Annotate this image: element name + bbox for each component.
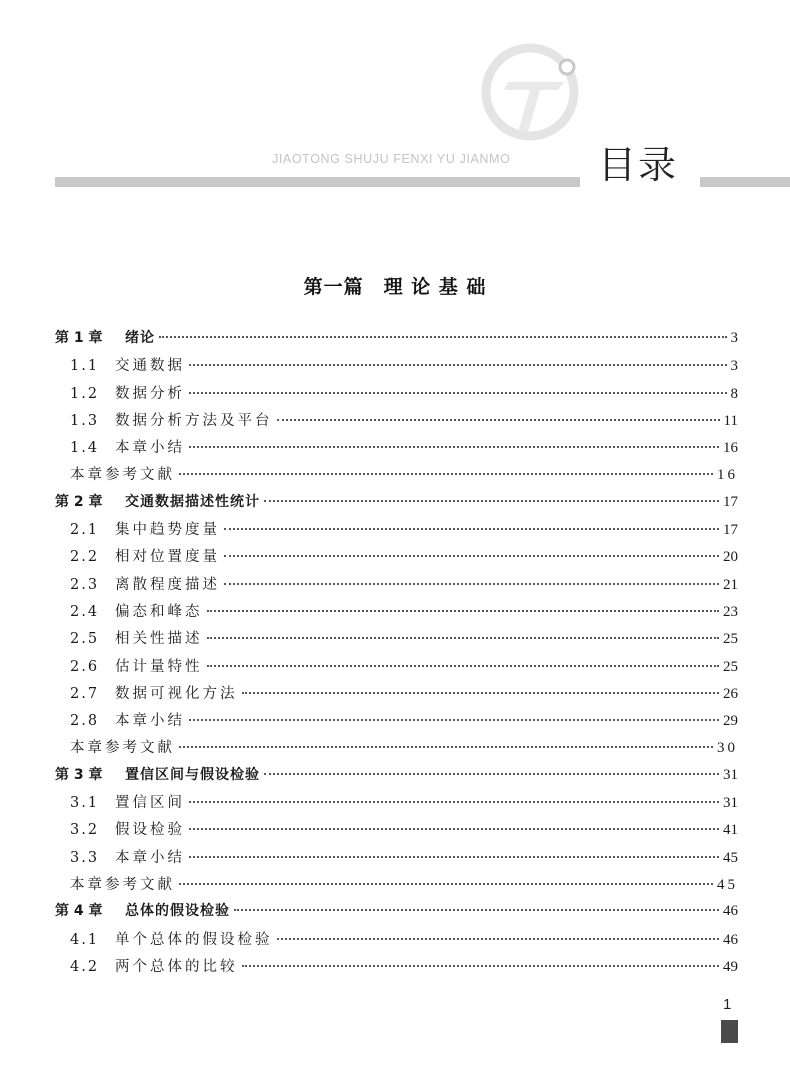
toc-section-entry[interactable] (55, 436, 738, 463)
toc-entry-title: 集中趋势度量 (115, 522, 220, 539)
toc-entry-number: 2.5 (70, 631, 100, 648)
toc-entry-page: 45 (717, 876, 738, 893)
toc-section-entry[interactable] (55, 627, 738, 654)
toc-references-entry[interactable] (55, 736, 738, 763)
dot-leader (179, 882, 713, 885)
toc-entry-title: 离散程度描述 (115, 576, 220, 593)
toc-entry-page: 46 (723, 931, 738, 948)
toc-section-entry[interactable] (55, 545, 738, 572)
dot-leader (224, 554, 719, 557)
toc-entry-page: 49 (723, 958, 738, 975)
page-marker-block (721, 1020, 738, 1043)
toc-entry-number: 2.2 (70, 549, 100, 566)
toc-entry-number: 3.2 (70, 822, 100, 839)
dot-leader (264, 772, 719, 775)
toc-chapter-entry[interactable] (55, 327, 738, 354)
toc-entry-page: 3 (730, 330, 738, 346)
toc-entry-page: 41 (723, 822, 738, 839)
dot-leader (189, 391, 727, 394)
toc-section-entry[interactable] (55, 791, 738, 818)
toc-section-entry[interactable] (55, 600, 738, 627)
dot-leader (234, 908, 719, 911)
part-title: 第一篇 理 论 基 础 (303, 276, 487, 298)
toc-section-entry[interactable] (55, 409, 738, 436)
toc-entry-page: 45 (723, 849, 738, 866)
toc-entry-title: 交通数据 (115, 358, 185, 375)
toc-entry-title: 置信区间 (115, 795, 185, 812)
toc-entry-number: 2.1 (70, 522, 100, 539)
toc-entry-title: 两个总体的比较 (115, 958, 238, 975)
toc-chapter-entry[interactable] (55, 900, 738, 927)
dot-leader (264, 499, 719, 502)
toc-entry-number: 第 2 章 (55, 493, 103, 510)
dot-leader (207, 664, 720, 667)
dot-leader (207, 636, 720, 639)
toc-entry-title: 本章参考文献 (70, 467, 175, 484)
toc-entry-title: 相关性描述 (115, 631, 203, 648)
dot-leader (277, 937, 720, 940)
toc-entry-title: 偏态和峰态 (115, 603, 203, 620)
header-rule-right (700, 177, 790, 187)
toc-entry-number: 第 3 章 (55, 766, 103, 783)
toc-entry-number: 2.6 (70, 658, 100, 675)
dot-leader (242, 691, 720, 694)
toc-entry-title: 假设检验 (115, 822, 185, 839)
toc-entry-number: 4.2 (70, 958, 100, 975)
toc-entry-page: 21 (723, 576, 738, 593)
toc-entry-number: 1.1 (70, 358, 100, 375)
toc-section-entry[interactable] (55, 518, 738, 545)
toc-entry-title: 本章小结 (115, 440, 185, 457)
dot-leader (224, 582, 719, 585)
toc-section-entry[interactable] (55, 846, 738, 873)
toc-entry-page: 31 (723, 766, 738, 783)
toc-entry-title: 估计量特性 (115, 658, 203, 675)
toc-section-entry[interactable] (55, 928, 738, 955)
ring-gt-logo-icon (478, 40, 582, 144)
toc-entry-page: 11 (723, 412, 738, 429)
toc-entry-title: 本章参考文献 (70, 740, 175, 757)
toc-entry-title: 单个总体的假设检验 (115, 931, 273, 948)
dot-leader (189, 718, 719, 721)
toc-entry-page: 3 (730, 358, 738, 375)
toc-entry-title: 本章参考文献 (70, 876, 175, 893)
toc-entry-number: 第 4 章 (55, 903, 103, 920)
toc-section-entry[interactable] (55, 655, 738, 682)
toc-entry-page: 26 (723, 685, 738, 702)
toc-entry-title: 本章小结 (115, 713, 185, 730)
toc-section-entry[interactable] (55, 682, 738, 709)
toc-entry-title: 数据分析 (115, 385, 185, 402)
toc-entry-title: 绪论 (125, 330, 155, 346)
dot-leader (189, 445, 719, 448)
toc-entry-page: 30 (717, 740, 738, 757)
toc-entry-page: 31 (723, 795, 738, 812)
dot-leader (277, 418, 720, 421)
toc-entry-page: 8 (730, 385, 738, 402)
toc-entry-page: 17 (723, 522, 738, 539)
dot-leader (189, 855, 719, 858)
toc-entry-title: 置信区间与假设检验 (125, 766, 260, 783)
toc-entry-page: 25 (723, 658, 738, 675)
toc-section-entry[interactable] (55, 573, 738, 600)
dot-leader (189, 800, 719, 803)
toc-entry-title: 交通数据描述性统计 (125, 493, 260, 510)
toc-entry-number: 第 1 章 (55, 330, 103, 346)
toc-entry-title: 数据可视化方法 (115, 685, 238, 702)
toc-section-entry[interactable] (55, 709, 738, 736)
book-subtitle: JIAOTONG SHUJU FENXI YU JIANMO (272, 152, 511, 166)
dot-leader (224, 527, 719, 530)
toc-entry-number: 4.1 (70, 931, 100, 948)
toc-entry-page: 29 (723, 713, 738, 730)
dot-leader (159, 335, 727, 338)
toc-chapter-entry[interactable] (55, 764, 738, 791)
toc-entry-page: 25 (723, 631, 738, 648)
toc-entry-page: 16 (723, 440, 738, 457)
toc-entry-page: 23 (723, 603, 738, 620)
toc-entry-number: 1.4 (70, 440, 100, 457)
toc-entry-page: 46 (723, 903, 738, 920)
toc-entry-title: 相对位置度量 (115, 549, 220, 566)
toc-section-entry[interactable] (55, 382, 738, 409)
toc-chapter-entry[interactable] (55, 491, 738, 518)
toc-entry-number: 2.4 (70, 603, 100, 620)
dot-leader (189, 363, 727, 366)
toc-entry-page: 20 (723, 549, 738, 566)
toc-references-entry[interactable] (55, 463, 738, 490)
toc-entry-page: 17 (723, 493, 738, 510)
toc-entry-number: 1.2 (70, 385, 100, 402)
page-heading: 目录 (598, 143, 679, 187)
toc-entry-number: 2.7 (70, 685, 100, 702)
toc-section-entry[interactable] (55, 818, 738, 845)
toc-section-entry[interactable] (55, 955, 738, 982)
toc-entry-number: 3.3 (70, 849, 100, 866)
dot-leader (189, 827, 719, 830)
dot-leader (242, 964, 720, 967)
toc-entry-page: 16 (717, 467, 738, 484)
dot-leader (207, 609, 720, 612)
table-of-contents (55, 327, 738, 982)
toc-entry-number: 2.8 (70, 713, 100, 730)
toc-entry-title: 本章小结 (115, 849, 185, 866)
toc-entry-number: 1.3 (70, 412, 100, 429)
toc-entry-number: 3.1 (70, 795, 100, 812)
dot-leader (179, 472, 713, 475)
dot-leader (179, 745, 713, 748)
toc-entry-title: 总体的假设检验 (125, 903, 230, 920)
header-rule-left (55, 177, 580, 187)
toc-section-entry[interactable] (55, 354, 738, 381)
toc-entry-title: 数据分析方法及平台 (115, 412, 273, 429)
page-number: 1 (723, 996, 732, 1013)
toc-references-entry[interactable] (55, 873, 738, 900)
toc-entry-number: 2.3 (70, 576, 100, 593)
